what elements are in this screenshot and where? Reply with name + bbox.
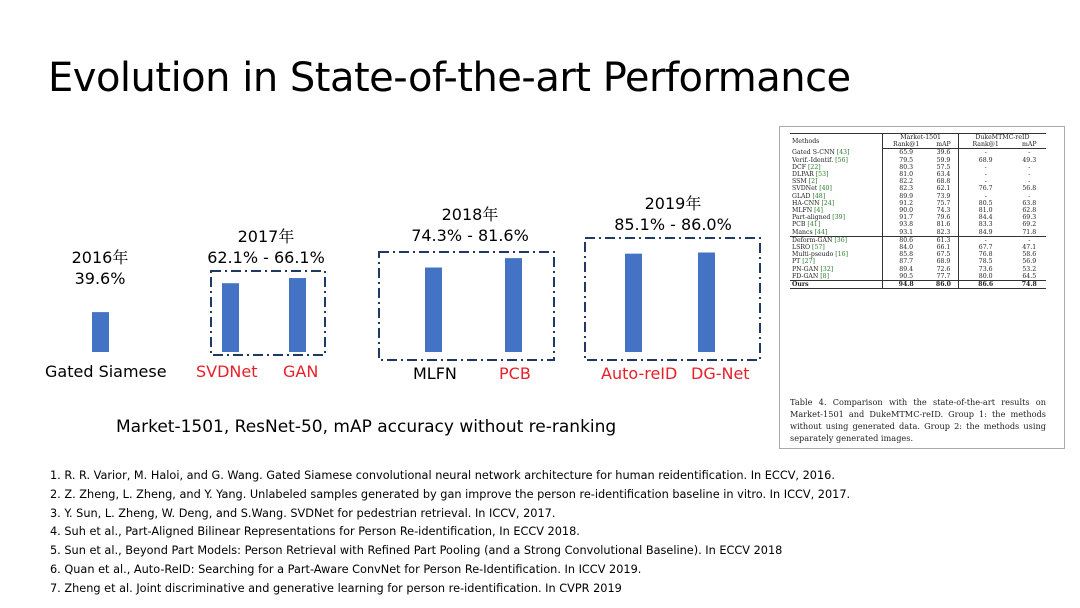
table-cell: - <box>1013 236 1047 244</box>
method-name: DLPAR <box>792 171 814 179</box>
table-cell: 83.3 <box>958 221 1012 228</box>
references-list <box>50 467 850 599</box>
table-cell: 63.8 <box>1022 199 1037 207</box>
method-name: Ours <box>792 281 809 289</box>
method-name: LSRO <box>792 244 811 252</box>
table-cell: 76.7 <box>958 185 1012 192</box>
table-cell: - <box>958 149 1012 157</box>
table-cell: 82.2 <box>883 178 929 185</box>
citation: [48] <box>810 192 826 200</box>
citation: [56] <box>833 156 848 164</box>
slide-title: Evolution in State-of-the-art Performance <box>48 55 851 101</box>
citation: [36] <box>832 236 848 244</box>
citation: [39] <box>830 214 845 222</box>
performance-chart <box>0 0 780 400</box>
table-cell <box>790 258 883 265</box>
table-cell: - <box>958 164 1012 171</box>
table-cell: 61.3 <box>929 236 958 244</box>
table-cell: 91.2 <box>883 200 929 207</box>
table-cell: 69.2 <box>1022 221 1037 229</box>
method-name: Multi-pseudo <box>792 251 834 259</box>
citation: [4] <box>812 207 823 215</box>
bar-dg-net <box>698 252 715 352</box>
citation: [8] <box>818 272 830 280</box>
table-cell <box>790 200 883 207</box>
table-cell <box>790 281 883 289</box>
bars <box>92 252 715 352</box>
method-name: SSM <box>792 178 807 186</box>
table-header-cell: DukeMTMC-reID <box>958 134 1046 142</box>
reference-item: 6. Quan et al., Auto-ReID: Searching for a Part-Aware ConvNet for Person Re-Identification. In ICCV 2019. <box>50 562 642 576</box>
method-name: PN-GAN <box>792 265 819 273</box>
table-row <box>790 193 1046 200</box>
table-row <box>790 178 1046 185</box>
table-cell: 72.6 <box>936 265 951 273</box>
table-cell: 77.7 <box>936 272 951 280</box>
method-label-gated-siamese: Gated Siamese <box>45 362 167 381</box>
table-cell <box>790 266 883 273</box>
table-row <box>790 214 1046 221</box>
table-cell: 74.8 <box>1013 281 1047 289</box>
method-name: FD-GAN <box>792 272 819 280</box>
table-caption: Table 4. Comparison with the state-of-the-art results on Market-1501 and DukeMTMC-reID. Group 1: the methods without using generated data. Group 2: the methods using separately generated images. <box>790 397 1046 443</box>
bar-mlfn <box>425 268 442 352</box>
table-cell: 80.6 <box>883 236 929 244</box>
range-text: 85.1% - 86.0% <box>614 215 732 234</box>
table-cell: 56.9 <box>1022 258 1037 266</box>
table-row <box>790 185 1046 192</box>
table-header-cell: Market-1501 <box>883 134 959 142</box>
year-text: 2016年 <box>71 248 129 267</box>
bar-pcb <box>505 258 522 352</box>
table-row <box>790 221 1046 228</box>
table-cell: 82.3 <box>936 228 951 236</box>
table-cell <box>790 251 883 258</box>
table-cell: 57.5 <box>936 163 951 171</box>
table-cell: 84.0 <box>883 244 929 251</box>
reference-item: 5. Sun et al., Beyond Part Models: Person Retrieval with Refined Part Pooling (and a Strong Convolutional Baseline). In ECCV 2018 <box>50 544 783 558</box>
method-label-svdnet: SVDNet <box>196 362 258 381</box>
chart-caption: Market-1501, ResNet-50, mAP accuracy without re-ranking <box>116 417 617 437</box>
table-cell <box>790 236 883 244</box>
table-cell: 58.6 <box>1022 251 1037 259</box>
table-cell: 81.6 <box>936 221 951 229</box>
table-cell: 71.8 <box>1022 228 1037 236</box>
table-cell: - <box>958 236 1012 244</box>
table-cell: 65.9 <box>883 149 929 157</box>
table-cell <box>790 157 883 164</box>
method-name: GLAD <box>792 192 811 200</box>
table-cell: 66.1 <box>936 244 951 252</box>
table-cell: - <box>958 171 1012 178</box>
method-name: PT <box>792 258 801 266</box>
table-cell: 68.9 <box>936 258 951 266</box>
table-cell: 64.5 <box>1022 272 1037 280</box>
table-cell: 84.9 <box>958 229 1012 237</box>
table-cell: - <box>958 193 1012 200</box>
table-header-cell: Methods <box>790 134 883 149</box>
citation: [22] <box>806 163 821 171</box>
method-name: Deform-GAN <box>792 236 833 244</box>
table-cell <box>790 164 883 171</box>
table-cell: 67.5 <box>936 251 951 259</box>
table-cell: 62.8 <box>1022 207 1037 215</box>
table-cell: 91.7 <box>883 214 929 221</box>
table-cell: - <box>1028 163 1031 171</box>
table-cell: 93.8 <box>883 221 929 228</box>
method-name: SVDNet <box>792 185 818 193</box>
table-cell: 63.4 <box>936 171 951 179</box>
table-row <box>790 273 1046 281</box>
citation: [2] <box>806 178 818 186</box>
range-text: 62.1% - 66.1% <box>207 248 325 267</box>
table-row <box>790 258 1046 265</box>
table-cell: 78.5 <box>958 258 1012 265</box>
table-row <box>790 149 1046 157</box>
table-cell: - <box>958 178 1012 185</box>
method-label-pcb: PCB <box>499 364 531 383</box>
method-label-gan: GAN <box>283 362 319 381</box>
table-cell: 93.1 <box>883 229 929 237</box>
method-name: Verif.-Identif. <box>792 156 834 164</box>
table-cell: 80.0 <box>958 273 1012 281</box>
table-row <box>790 207 1046 214</box>
table-cell: 81.0 <box>958 207 1012 214</box>
table-cell: 73.6 <box>958 266 1012 273</box>
table-row <box>790 229 1046 237</box>
table-cell: 80.3 <box>883 164 929 171</box>
year-text: 2018年 <box>441 205 499 224</box>
table-cell: 68.9 <box>958 157 1012 164</box>
table-cell <box>790 149 883 157</box>
table-row <box>790 244 1046 251</box>
table-cell: 76.8 <box>958 251 1012 258</box>
table-row <box>790 236 1046 244</box>
bar-gan <box>289 278 306 352</box>
table-cell: 94.8 <box>883 281 929 289</box>
method-label-dg-net: DG-Net <box>691 364 750 383</box>
table-cell: - <box>1028 178 1031 186</box>
table-row <box>790 164 1046 171</box>
table-row <box>790 171 1046 178</box>
table-cell: 67.7 <box>958 244 1012 251</box>
table-cell: 80.5 <box>958 200 1012 207</box>
table-cell: 74.3 <box>936 207 951 215</box>
table-cell <box>790 207 883 214</box>
table-cell <box>790 171 883 178</box>
table-row <box>790 281 1046 289</box>
comparison-table <box>790 133 1046 289</box>
method-label-mlfn: MLFN <box>413 364 457 383</box>
method-name: HA-CNN <box>792 199 820 207</box>
citation: [16] <box>833 251 848 259</box>
table-cell: - <box>1028 171 1031 179</box>
citation: [57] <box>810 244 825 252</box>
table-header-cell: Rank@1 <box>958 141 1012 149</box>
table-cell: 59.9 <box>936 156 951 164</box>
method-name: DCF <box>792 163 806 171</box>
range-text: 74.3% - 81.6% <box>411 226 529 245</box>
citation: [41] <box>805 221 821 229</box>
table-row <box>790 200 1046 207</box>
method-name: Mancs <box>792 228 813 236</box>
table-cell <box>790 185 883 192</box>
table-cell <box>790 214 883 221</box>
box-2018 <box>379 252 554 360</box>
citation: [40] <box>817 185 832 193</box>
table-cell: 73.9 <box>936 192 951 200</box>
table-header-cell: Rank@1 <box>883 141 929 149</box>
box-2019 <box>585 238 760 360</box>
table-cell: 85.8 <box>883 251 929 258</box>
method-label-auto-reid: Auto-reID <box>601 364 678 383</box>
citation: [24] <box>819 199 835 207</box>
reference-item: 4. Suh et al., Part-Aligned Bilinear Representations for Person Re-identification, In ECCV 2018. <box>50 525 580 539</box>
table-cell <box>790 178 883 185</box>
citation: [53] <box>813 171 829 179</box>
table-cell: 86.6 <box>958 281 1012 289</box>
table-cell: 87.7 <box>883 258 929 265</box>
table-cell: 82.3 <box>883 185 929 192</box>
method-name: MLFN <box>792 207 813 215</box>
table-cell: 89.4 <box>883 266 929 273</box>
method-name: PCB <box>792 221 806 229</box>
table-cell <box>790 273 883 281</box>
table-cell <box>790 221 883 228</box>
table-cell <box>790 193 883 200</box>
table-cell: 84.4 <box>958 214 1012 221</box>
table-cell: - <box>1028 192 1031 200</box>
reference-item: 1. R. R. Varior, M. Haloi, and G. Wang. Gated Siamese convolutional neural network architecture for human reidentification. In ECCV, 2016. <box>50 469 835 482</box>
year-text: 2019年 <box>644 194 702 213</box>
table-cell: 81.0 <box>883 171 929 178</box>
table-cell: 86.0 <box>929 281 958 289</box>
table-cell: 49.3 <box>1022 156 1037 164</box>
table-cell: 69.3 <box>1022 214 1037 222</box>
table-row <box>790 157 1046 164</box>
table-cell: 39.6 <box>936 149 951 157</box>
table-header-cell: mAP <box>1013 141 1047 149</box>
table-cell <box>790 244 883 251</box>
table-cell: 89.9 <box>883 193 929 200</box>
table-cell: 62.1 <box>936 185 951 193</box>
reference-item: 2. Z. Zheng, L. Zheng, and Y. Yang. Unlabeled samples generated by gan improve the person re-identification baseline in vitro. In ICCV, 2017. <box>50 487 851 501</box>
table-cell: 79.6 <box>936 214 951 222</box>
bar-auto-reid <box>625 254 642 352</box>
table-header-cell: mAP <box>929 141 958 149</box>
table-row <box>790 251 1046 258</box>
table-cell: 68.8 <box>936 178 951 186</box>
citation: [44] <box>812 228 828 236</box>
table-cell <box>790 229 883 237</box>
bar-svdnet <box>222 283 239 352</box>
table-cell: 79.5 <box>883 157 929 164</box>
table-cell: 75.7 <box>936 199 951 207</box>
year-text: 2017年 <box>237 227 295 246</box>
bar-gated-siamese <box>92 312 109 352</box>
table-cell: 56.8 <box>1022 185 1037 193</box>
table-header-row <box>790 134 1046 142</box>
table-cell: 90.0 <box>883 207 929 214</box>
table-cell: - <box>1028 149 1031 157</box>
citation: [32] <box>818 265 834 273</box>
range-text: 39.6% <box>74 269 126 288</box>
reference-item: 3. Y. Sun, L. Zheng, W. Deng, and S.Wang. SVDNet for pedestrian retrieval. In ICCV, 2017. <box>50 506 556 520</box>
table-cell: 53.2 <box>1022 265 1037 273</box>
citation: [27] <box>800 258 815 266</box>
reference-item: 7. Zheng et al. Joint discriminative and generative learning for person re-identification. In CVPR 2019 <box>50 581 622 595</box>
table-row <box>790 266 1046 273</box>
table-cell: 47.1 <box>1022 244 1037 252</box>
method-name: Part-aligned <box>792 214 831 222</box>
citation: [43] <box>834 149 850 157</box>
table-cell: 90.5 <box>883 273 929 281</box>
method-name: Gated S-CNN <box>792 149 835 157</box>
